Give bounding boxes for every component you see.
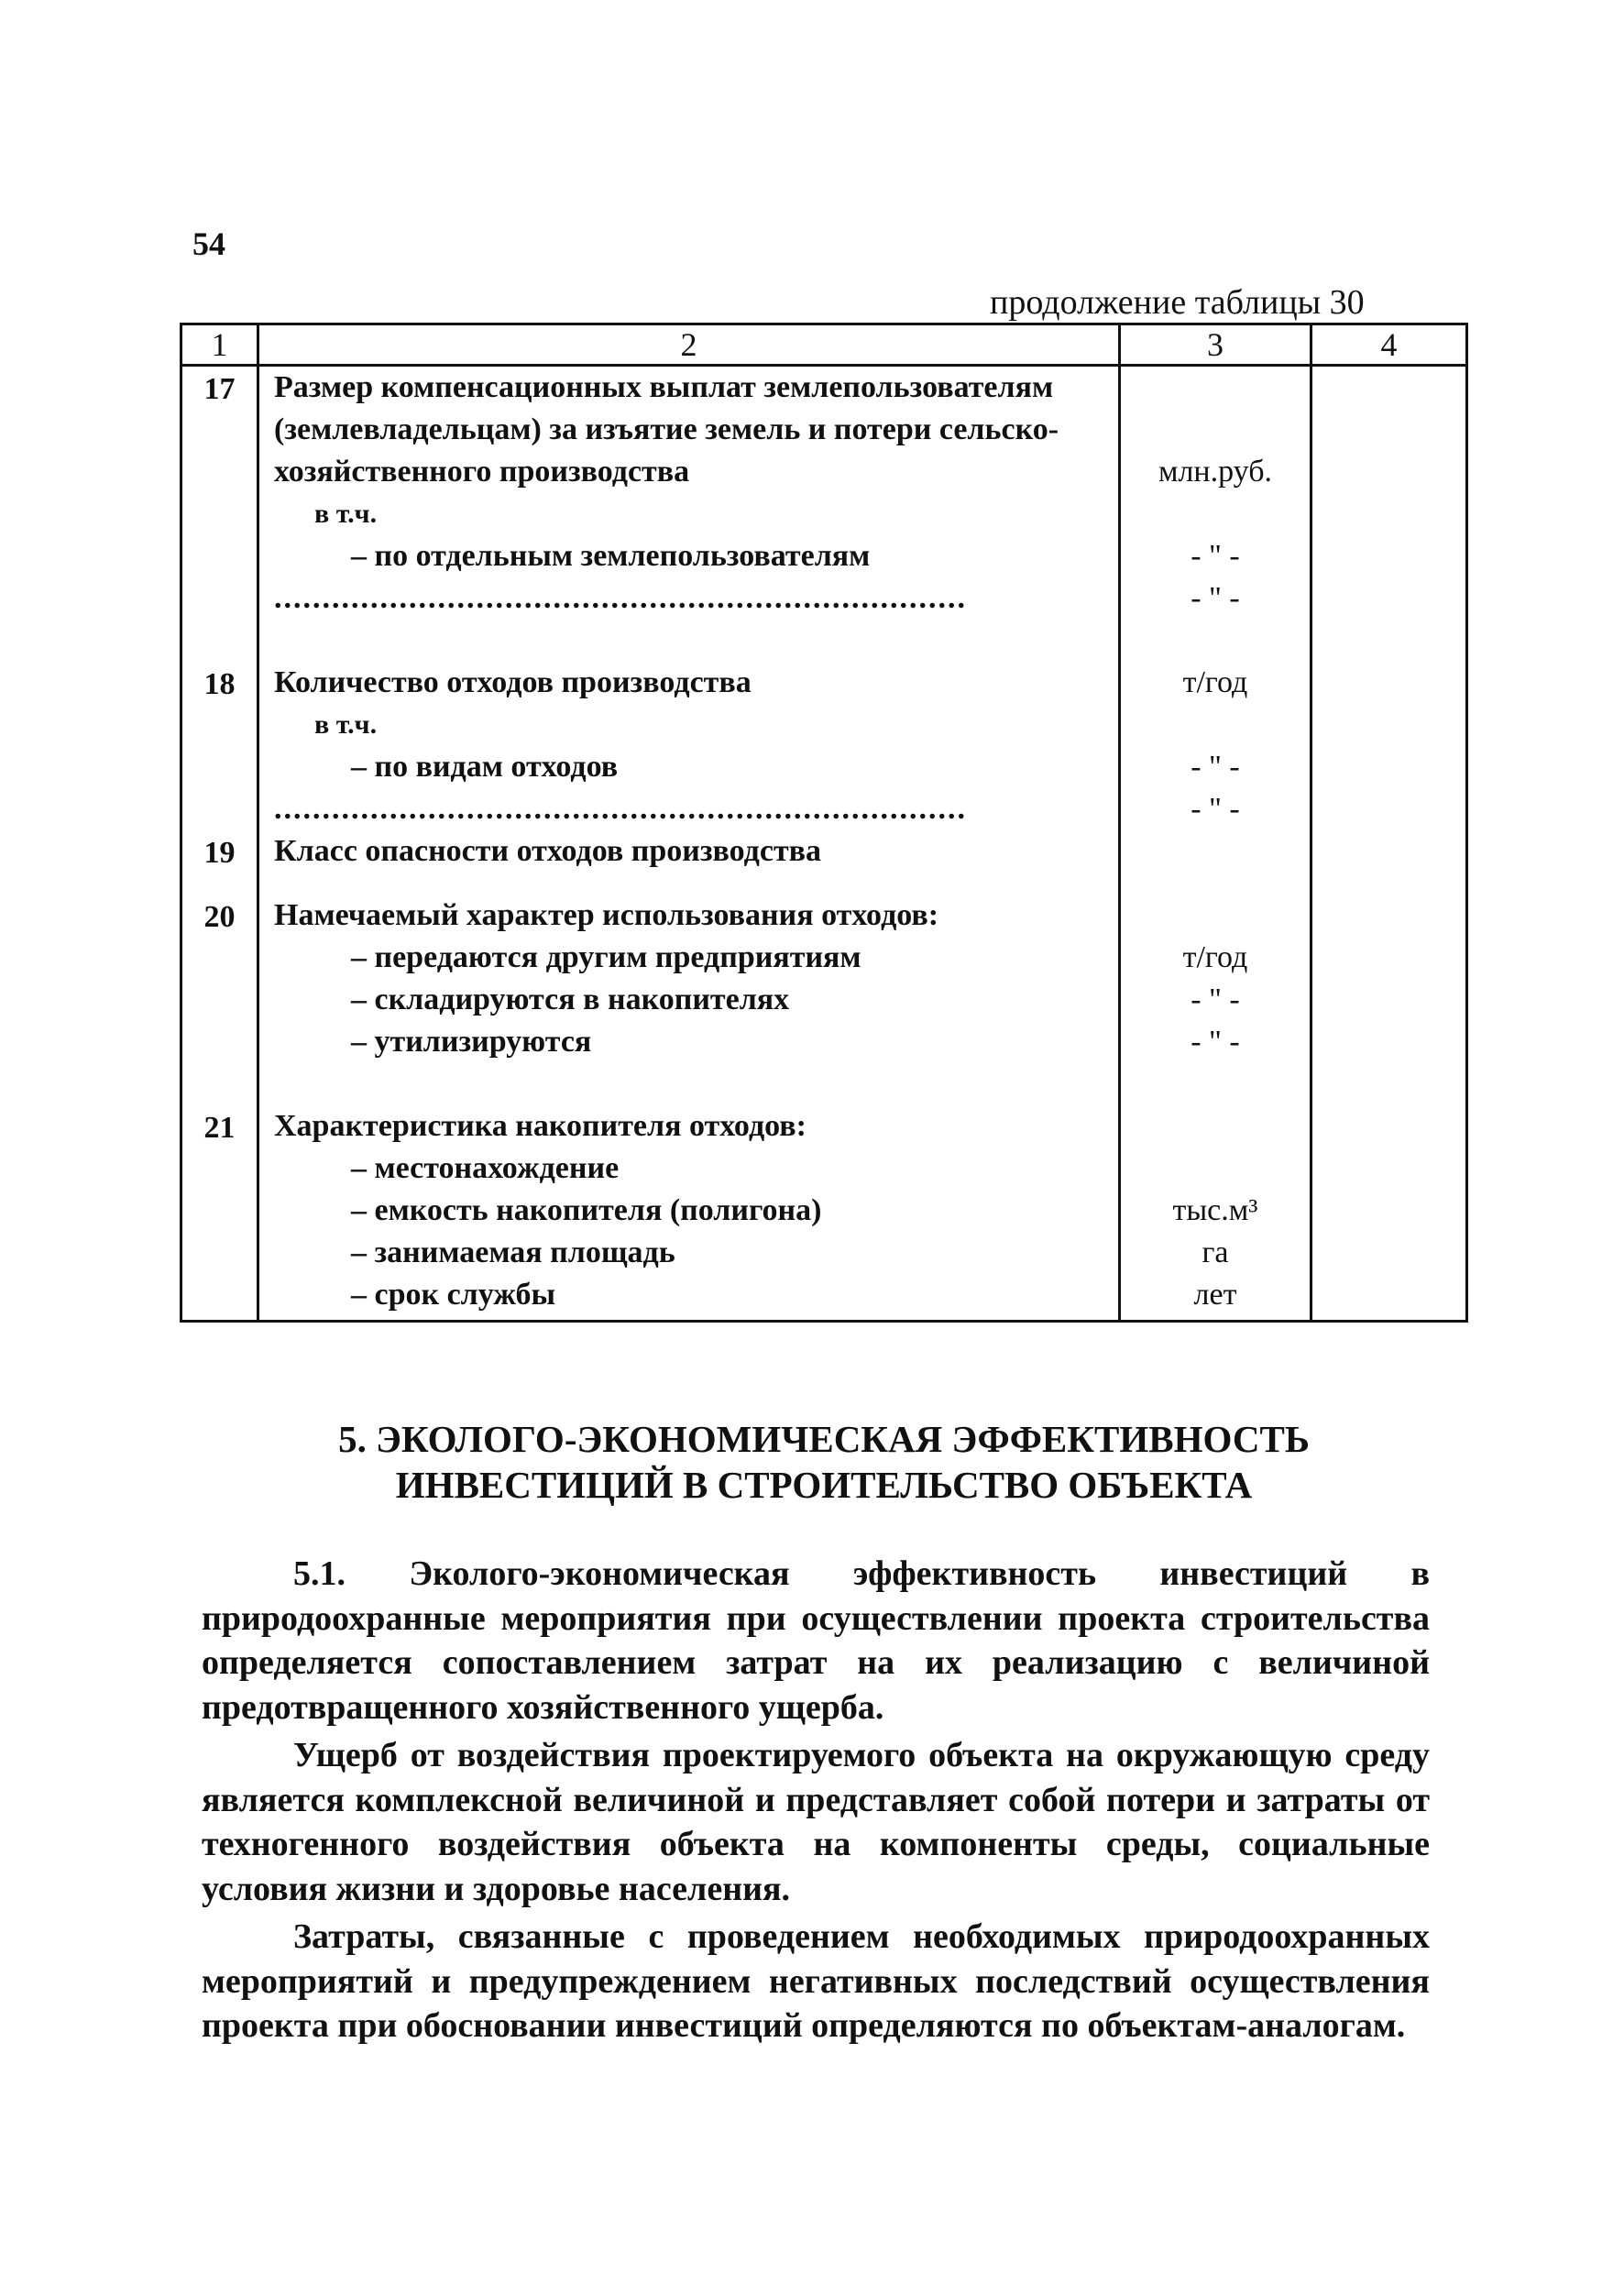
paragraph: 5.1. Эколого-экономическая эффективность инвестиций в природоохранные мероприятия при осуществлении проекта строительства определяется сопоставлением затрат на их реализацию с величиной предотвращенного хозяйственного ущерба. bbox=[202, 1554, 1430, 1727]
row-value bbox=[1311, 895, 1467, 1105]
unit-line bbox=[1121, 1105, 1310, 1147]
row-number: 17 bbox=[181, 366, 258, 663]
unit-line: - " - bbox=[1191, 1025, 1240, 1059]
header-col-2: 2 bbox=[258, 324, 1120, 366]
desc-line: – по видам отходов bbox=[351, 750, 619, 784]
dotted-leader: ........................................................................ bbox=[274, 792, 967, 826]
table-row bbox=[181, 830, 1467, 895]
desc-line: – местонахождение bbox=[351, 1151, 620, 1185]
header-col-1: 1 bbox=[181, 324, 258, 366]
section-body bbox=[202, 1552, 1430, 2048]
row-value bbox=[1311, 1105, 1467, 1322]
desc-line: – передаются другим предприятиям bbox=[351, 940, 861, 974]
row-unit bbox=[1120, 895, 1311, 1105]
section-heading-line: 5. ЭКОЛОГО-ЭКОНОМИЧЕСКАЯ ЭФФЕКТИВНОСТЬ bbox=[338, 1418, 1310, 1460]
table-row bbox=[181, 662, 1467, 830]
row-description bbox=[258, 830, 1120, 895]
row-value bbox=[1311, 366, 1467, 663]
unit-line bbox=[1121, 704, 1310, 746]
desc-line: (землевладельцам) за изъятие земель и потери сельско- bbox=[274, 412, 1059, 446]
desc-line: – утилизируются bbox=[351, 1025, 592, 1059]
unit-line bbox=[1121, 895, 1310, 937]
desc-line: – складируются в накопителях bbox=[351, 983, 790, 1016]
row-description bbox=[258, 1105, 1120, 1322]
unit-line bbox=[1121, 409, 1310, 451]
desc-line: в т.ч. bbox=[314, 499, 378, 529]
row-description bbox=[258, 895, 1120, 1105]
section-heading bbox=[180, 1416, 1468, 1508]
row-unit bbox=[1120, 1105, 1311, 1322]
unit-line bbox=[1121, 493, 1310, 535]
row-description bbox=[258, 366, 1120, 663]
desc-line: Размер компенсационных выплат землепользователям bbox=[274, 370, 1054, 404]
table-caption: продолжение таблицы 30 bbox=[990, 283, 1365, 322]
row-value bbox=[1311, 662, 1467, 830]
header-col-3: 3 bbox=[1120, 324, 1311, 366]
unit-line: млн.руб. bbox=[1158, 455, 1273, 489]
row-unit bbox=[1120, 830, 1311, 895]
unit-line bbox=[1121, 1147, 1310, 1190]
row-unit bbox=[1120, 662, 1311, 830]
unit-line: т/год bbox=[1182, 665, 1248, 699]
table-row bbox=[181, 366, 1467, 663]
row-number: 18 bbox=[181, 662, 258, 830]
table-row bbox=[181, 895, 1467, 1105]
unit-line bbox=[1121, 367, 1310, 409]
desc-line: – занимаемая площадь bbox=[351, 1235, 675, 1269]
header-col-4: 4 bbox=[1311, 324, 1467, 366]
row-value bbox=[1311, 830, 1467, 895]
desc-line: – срок службы bbox=[351, 1278, 556, 1312]
paragraph: Затраты, связанные с проведением необходимых природоохранных мероприятий и предупреждением негативных последствий осуществления проекта при обосновании инвестиций определяются по объектам-аналогам. bbox=[202, 1917, 1430, 2045]
paragraph: Ущерб от воздействия проектируемого объекта на окружающую среду является комплексной величиной и представляет собой потери и затраты от техногенного воздействия объекта на компоненты среды, социальные условия жизни и здоровье населения. bbox=[202, 1736, 1430, 1908]
unit-line: т/год bbox=[1182, 940, 1248, 974]
desc-line: – емкость накопителя (полигона) bbox=[351, 1193, 822, 1227]
row-number: 19 bbox=[181, 830, 258, 895]
desc-line: Количество отходов производства bbox=[274, 665, 752, 699]
row-number: 20 bbox=[181, 895, 258, 1105]
desc-line: хозяйственного производства bbox=[274, 455, 690, 489]
unit-line: - " - bbox=[1191, 750, 1240, 784]
section-heading-line: ИНВЕСТИЦИЙ В СТРОИТЕЛЬСТВО ОБЪЕКТА bbox=[395, 1464, 1253, 1506]
desc-line: – по отдельным землепользователям bbox=[351, 539, 871, 573]
unit-line: - " - bbox=[1191, 792, 1240, 826]
unit-line: тыс.м³ bbox=[1172, 1193, 1258, 1227]
desc-line: в т.ч. bbox=[314, 709, 378, 740]
unit-line: лет bbox=[1193, 1278, 1237, 1312]
row-number: 21 bbox=[181, 1105, 258, 1322]
desc-line: Характеристика накопителя отходов: bbox=[274, 1109, 807, 1143]
desc-line: Класс опасности отходов производства bbox=[274, 834, 822, 868]
unit-line: - " - bbox=[1191, 581, 1240, 615]
table-row bbox=[181, 1105, 1467, 1322]
row-unit bbox=[1120, 366, 1311, 663]
unit-line: - " - bbox=[1191, 983, 1240, 1016]
desc-line: Намечаемый характер использования отходов: bbox=[274, 898, 939, 932]
continuation-table bbox=[180, 323, 1468, 1323]
table-header-row bbox=[181, 324, 1467, 366]
page-number: 54 bbox=[192, 225, 225, 262]
row-description bbox=[258, 662, 1120, 830]
dotted-leader: ........................................................................ bbox=[274, 581, 967, 615]
unit-line: - " - bbox=[1191, 539, 1240, 573]
unit-line: га bbox=[1202, 1235, 1229, 1269]
